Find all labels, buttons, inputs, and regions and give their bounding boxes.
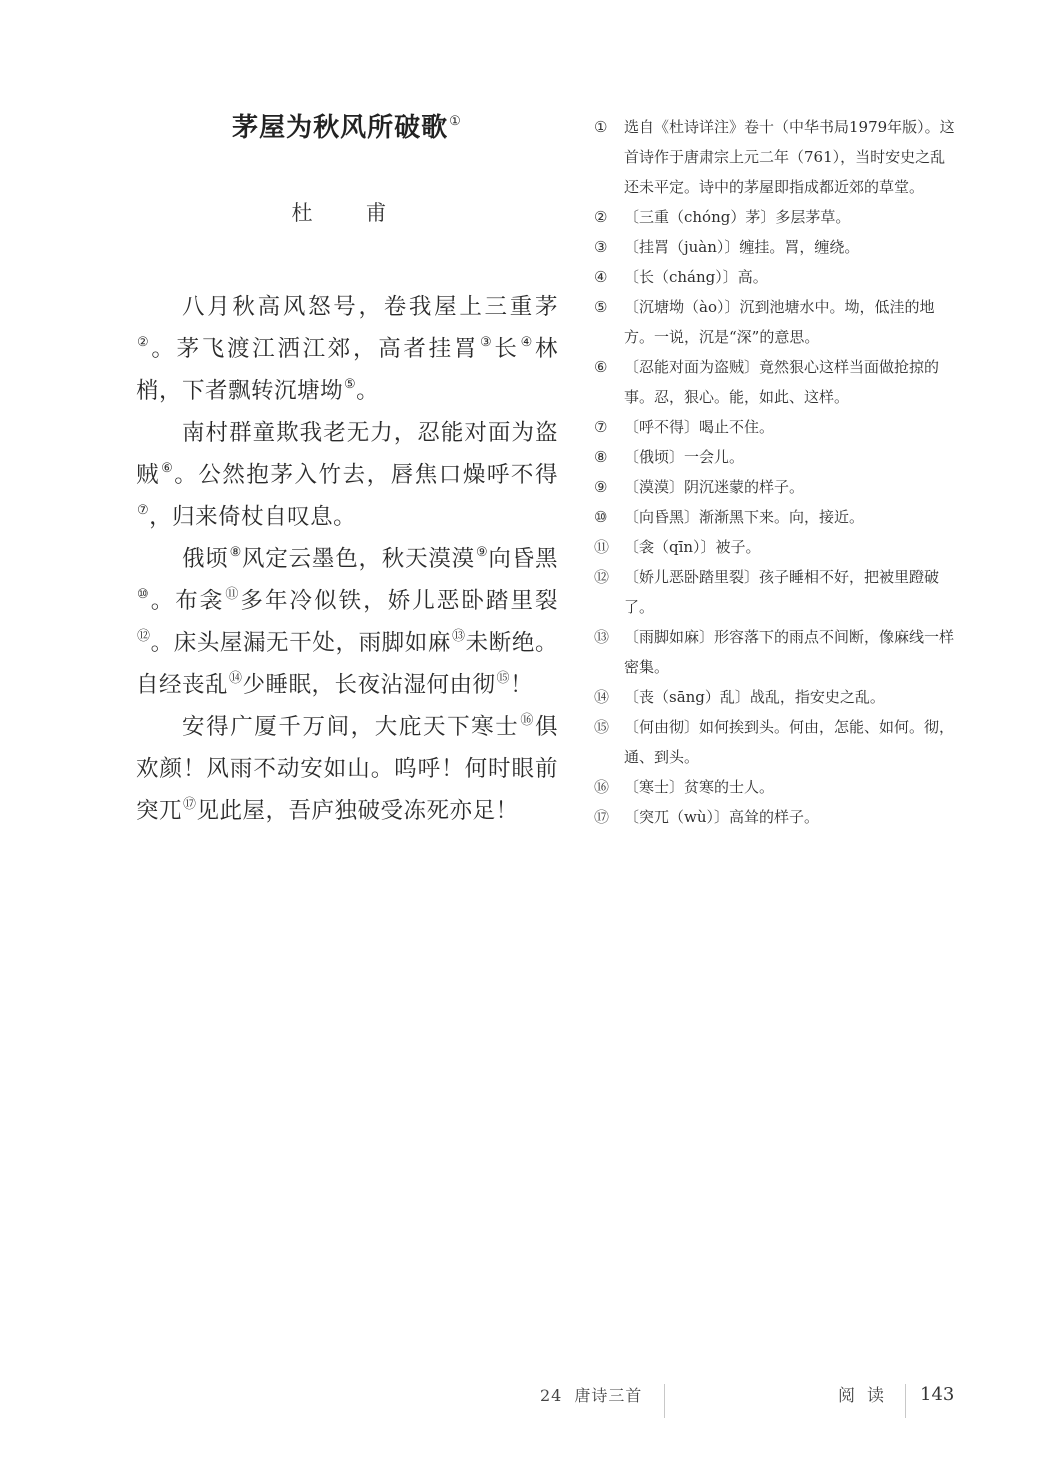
note-marker: ⑤ <box>344 377 357 392</box>
note-marker: ⑫ <box>137 629 151 644</box>
poem-text: 。床头屋漏无干处，雨脚如麻 <box>150 630 452 656</box>
poem-text: 安得广厦千万间，大庇天下寒士 <box>182 714 520 740</box>
note-number: ⑦ <box>594 418 608 436</box>
note-text: 〔向昏黑〕渐渐黑下来。向，接近。 <box>624 508 865 526</box>
poem-text: 南村群童欺我老无力，忍能对面为盗贼 <box>136 420 558 488</box>
note-number: ⑤ <box>594 298 608 316</box>
note-text: 〔沉塘坳（ào）〕沉到池塘水中。坳，低洼的地方。一说，沉是“深”的意思。 <box>624 298 935 346</box>
poem-text: 向昏黑 <box>488 546 558 572</box>
annotation-note <box>594 412 956 442</box>
note-marker: ⑯ <box>520 713 535 728</box>
note-text: 〔俄顷〕一会儿。 <box>624 448 745 466</box>
annotation-note <box>594 682 956 712</box>
lesson-title: 唐诗三首 <box>574 1386 643 1405</box>
annotations-column <box>594 112 956 832</box>
note-number: ② <box>594 208 608 226</box>
poem-stanza <box>136 706 558 832</box>
poem-text: ！ <box>510 672 534 698</box>
note-marker: ⑩ <box>137 587 151 602</box>
note-number: ⑯ <box>594 778 610 796</box>
note-text: 〔突兀（wù）〕高耸的样子。 <box>624 808 820 826</box>
poem-title <box>136 108 558 148</box>
poem-author: 杜 甫 <box>291 201 403 225</box>
note-text: 〔呼不得〕喝止不住。 <box>624 418 775 436</box>
note-marker: ⑧ <box>229 545 243 560</box>
poem-text: 。公然抱茅入竹去，唇焦口燥呼不得 <box>174 462 558 488</box>
note-number: ⑰ <box>594 808 610 826</box>
note-text: 〔寒士〕贫寒的士人。 <box>624 778 775 796</box>
note-number: ⑪ <box>594 538 610 556</box>
lesson-number: 24 <box>540 1386 563 1405</box>
note-text: 〔挂罥（juàn）〕缠挂。罥，缠绕。 <box>624 238 860 256</box>
note-text: 〔娇儿恶卧踏里裂〕孩子睡相不好，把被里蹬破了。 <box>624 568 940 616</box>
note-marker: ⑦ <box>137 503 150 518</box>
poem-text: 未断绝。自经丧乱 <box>136 630 558 698</box>
poem-text: 多年冷似铁，娇儿恶卧踏里裂 <box>240 588 558 614</box>
note-text: 〔长（cháng）〕高。 <box>624 268 768 286</box>
poem-title-text: 茅屋为秋风所破歌 <box>232 113 449 143</box>
annotation-note <box>594 712 956 772</box>
note-text: 〔衾（qīn）〕被子。 <box>624 538 761 556</box>
note-text: 选自《杜诗详注》卷十（中华书局1979年版）。这首诗作于唐肃宗上元二年（761），当时安史之乱还未平定。诗中的茅屋即指成都近郊的草堂。 <box>624 118 955 196</box>
note-number: ③ <box>594 238 608 256</box>
poem-text: 风定云墨色，秋天漠漠 <box>242 546 475 572</box>
annotation-note <box>594 202 956 232</box>
note-number: ④ <box>594 268 608 286</box>
poem-text: 。茅飞渡江洒江郊，高者挂罥 <box>151 336 480 362</box>
annotation-note <box>594 622 956 682</box>
note-marker: ⑨ <box>475 545 489 560</box>
note-number: ⑩ <box>594 508 608 526</box>
poem-text: 少睡眠，长夜沾湿何由彻 <box>242 672 496 698</box>
note-text: 〔漠漠〕阴沉迷蒙的样子。 <box>624 478 805 496</box>
note-number: ⑫ <box>594 568 610 586</box>
note-number: ⑥ <box>594 358 608 376</box>
note-number: ⑮ <box>594 718 610 736</box>
annotation-note <box>594 232 956 262</box>
note-marker: ⑭ <box>229 671 243 686</box>
footer-lesson <box>540 1384 642 1408</box>
page-number: 143 <box>920 1384 955 1405</box>
poem-text: 俱欢颜！风雨不动安如山。呜呼！何时眼前突兀 <box>136 714 558 824</box>
note-number: ⑨ <box>594 478 608 496</box>
note-marker: ⑮ <box>496 671 511 686</box>
annotation-note <box>594 442 956 472</box>
annotation-note <box>594 532 956 562</box>
poem-text: 八月秋高风怒号，卷我屋上三重茅 <box>182 294 558 320</box>
poem-text: 俄顷 <box>182 546 229 572</box>
note-marker: ③ <box>480 335 495 350</box>
annotation-note <box>594 802 956 832</box>
poem-stanza <box>136 286 558 412</box>
poem-text: 。 <box>356 378 380 404</box>
note-marker: ⑬ <box>452 629 466 644</box>
annotation-note <box>594 502 956 532</box>
poem-text: 林梢，下者飘转沉塘坳 <box>136 336 558 404</box>
poem-body <box>136 286 558 832</box>
annotation-note <box>594 112 956 202</box>
note-marker: ④ <box>520 335 535 350</box>
note-number: ① <box>594 118 608 136</box>
footer-section: 阅读 <box>838 1386 896 1406</box>
note-marker: ⑪ <box>225 587 241 602</box>
annotation-note <box>594 262 956 292</box>
annotation-note <box>594 772 956 802</box>
note-marker: ⑥ <box>161 461 175 476</box>
annotation-note <box>594 562 956 622</box>
title-note-marker: ① <box>449 114 462 129</box>
poem-column <box>136 108 558 832</box>
note-number: ⑬ <box>594 628 610 646</box>
poem-stanza <box>136 412 558 538</box>
note-text: 〔三重（chóng）茅〕多层茅草。 <box>624 208 851 226</box>
note-text: 〔雨脚如麻〕形容落下的雨点不间断，像麻线一样密集。 <box>624 628 955 676</box>
poem-text: 长 <box>494 336 520 362</box>
note-text: 〔忍能对面为盗贼〕竟然狠心这样当面做抢掠的事。忍，狠心。能，如此、这样。 <box>624 358 940 406</box>
poem-text: ，归来倚杖自叹息。 <box>149 504 357 530</box>
annotation-note <box>594 352 956 412</box>
footer-divider <box>664 1384 665 1418</box>
annotation-note <box>594 292 956 352</box>
note-number: ⑧ <box>594 448 608 466</box>
poem-text: 见此屋，吾庐独破受冻死亦足！ <box>196 798 519 824</box>
note-marker: ② <box>137 335 152 350</box>
note-text: 〔何由彻〕如何挨到头。何由，怎能、如何。彻，通、到头。 <box>624 718 955 766</box>
poem-text: 。布衾 <box>150 588 225 614</box>
annotation-note <box>594 472 956 502</box>
note-text: 〔丧（sāng）乱〕战乱，指安史之乱。 <box>624 688 885 706</box>
footer-divider <box>905 1384 906 1418</box>
note-number: ⑭ <box>594 688 610 706</box>
poem-stanza <box>136 538 558 706</box>
note-marker: ⑰ <box>183 797 197 812</box>
